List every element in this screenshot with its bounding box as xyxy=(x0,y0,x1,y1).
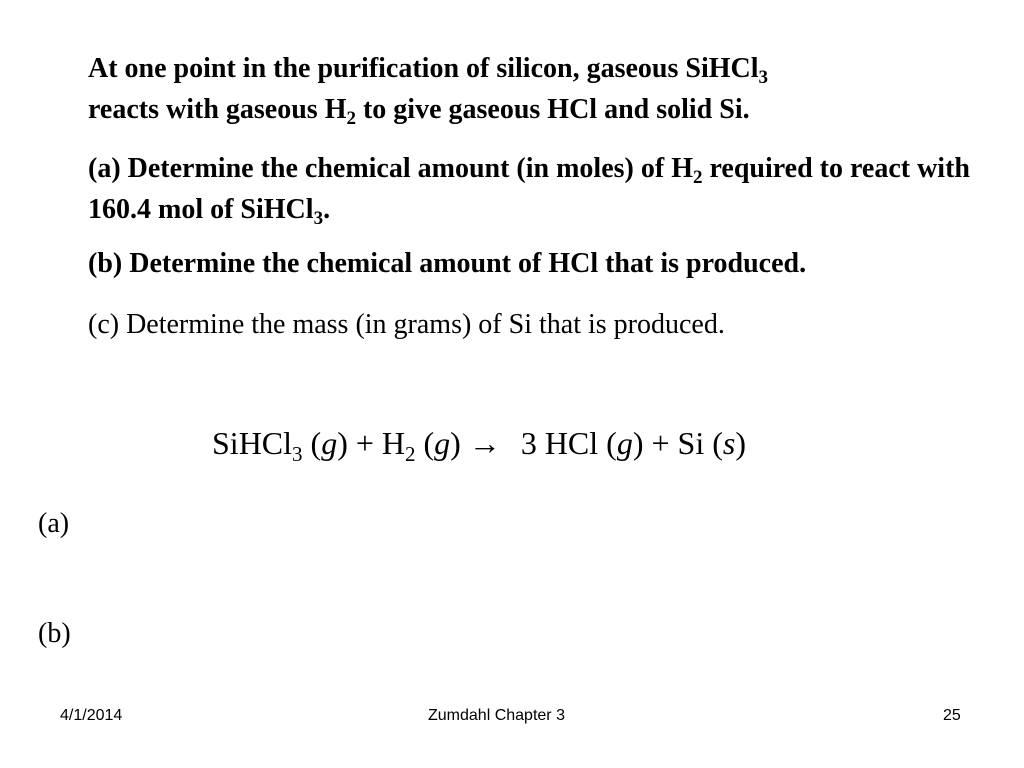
eq-reactant-2: H xyxy=(381,425,405,461)
intro-text-1: At one point in the purification of silicon, gaseous SiHCl xyxy=(88,53,759,84)
eq-plus-2: + xyxy=(643,425,678,461)
question-a-text-3: . xyxy=(323,194,331,225)
eq-reactant-1: SiHCl xyxy=(212,425,293,461)
eq-paren-close-2: ) xyxy=(450,425,461,461)
eq-paren-close-1: ) xyxy=(337,425,348,461)
eq-reactant-2-subscript: 2 xyxy=(405,442,416,466)
question-c-text: (c) Determine the mass (in grams) of Si that is produced. xyxy=(88,309,725,340)
answer-label-a: (a) xyxy=(38,508,70,539)
footer-title: Zumdahl Chapter 3 xyxy=(428,707,565,724)
footer-date: 4/1/2014 xyxy=(60,707,123,724)
question-a-subscript-2: 3 xyxy=(313,208,324,229)
chemical-equation xyxy=(212,421,746,465)
eq-arrow: → xyxy=(460,425,509,461)
intro-paragraph xyxy=(88,48,988,130)
answer-label-b: (b) xyxy=(38,618,71,649)
question-c xyxy=(88,304,988,345)
question-b xyxy=(88,243,988,284)
eq-paren-open-2: ( xyxy=(415,425,435,461)
intro-text-2: reacts with gaseous H xyxy=(88,94,347,125)
eq-product-1: 3 HCl ( xyxy=(520,425,617,461)
question-a-text-1: (a) Determine the chemical amount (in moles) of H xyxy=(88,153,693,184)
question-a xyxy=(88,148,988,230)
intro-text-3: to give gaseous HCl and solid Si. xyxy=(355,94,750,125)
question-b-text: (b) Determine the chemical amount of HCl that is produced. xyxy=(88,248,807,279)
eq-plus-1: + xyxy=(347,425,382,461)
eq-product-2: Si ( xyxy=(677,425,723,461)
eq-state-2: g xyxy=(434,425,451,461)
eq-state-1: g xyxy=(321,425,338,461)
intro-subscript-1: 3 xyxy=(758,67,769,88)
eq-paren-open-1: ( xyxy=(302,425,322,461)
eq-state-3: g xyxy=(616,425,633,461)
eq-paren-close-3: ) xyxy=(632,425,644,461)
question-a-text-2: required to react with 160.4 mol of SiHCl xyxy=(88,153,970,225)
eq-paren-close-4: ) xyxy=(735,425,746,461)
intro-subscript-2: 2 xyxy=(346,108,356,129)
eq-reactant-1-subscript: 3 xyxy=(292,442,303,466)
question-a-subscript-1: 2 xyxy=(692,167,703,188)
eq-state-4: s xyxy=(722,425,736,461)
footer-page-number: 25 xyxy=(943,707,961,724)
